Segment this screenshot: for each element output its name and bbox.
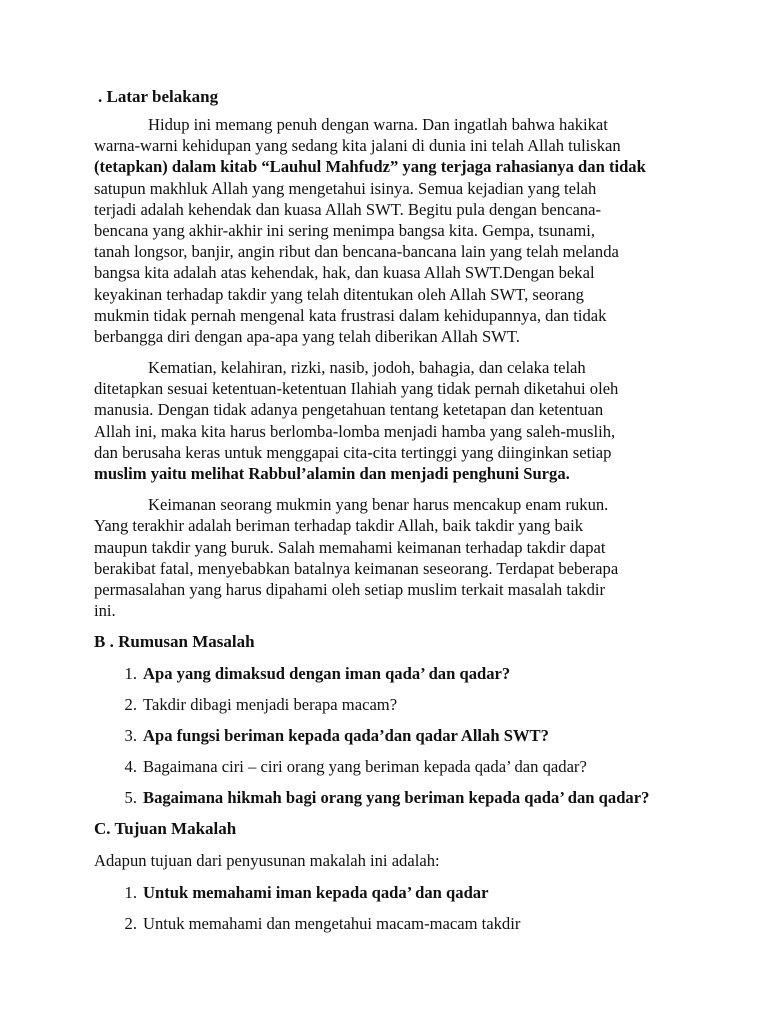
list-text: Apa yang dimaksud dengan iman qada’ dan qadar?: [143, 664, 511, 684]
text-line: bencana yang akhir-akhir ini sering menimpa bangsa kita. Gempa, tsunami,: [94, 220, 596, 240]
list-item: [111, 756, 674, 777]
text-line: berbangga diri dengan apa-apa yang telah diberikan Allah SWT.: [94, 326, 520, 346]
list-number: 2.: [124, 913, 137, 933]
text-line: ditetapkan sesuai ketentuan-ketentuan Ilahiah yang tidak pernah diketahui oleh: [94, 379, 619, 399]
text-line: bangsa kita adalah atas kehendak, hak, dan kuasa Allah SWT.Dengan bekal: [94, 263, 595, 283]
heading-latar-belakang: . Latar belakang: [98, 87, 219, 106]
list-item: [111, 787, 674, 808]
text-line: ini.: [94, 601, 116, 621]
text-line: Hidup ini memang penuh dengan warna. Dan ingatlah bahwa hakikat: [148, 115, 608, 134]
list-item: [111, 882, 674, 903]
list-number: 5.: [124, 788, 137, 808]
heading-rumusan-masalah: B . Rumusan Masalah: [94, 632, 255, 652]
text-line: manusia. Dengan tidak adanya pengetahuan tentang ketetapan dan ketentuan: [94, 400, 604, 420]
list-number: 4.: [124, 757, 137, 777]
document-body: [94, 86, 674, 934]
tujuan-list: [94, 882, 674, 934]
text-line: tanah longsor, banjir, angin ribut dan bencana-bancana lain yang telah melanda: [94, 242, 619, 262]
paragraph-3: [94, 494, 674, 621]
list-item: [111, 694, 674, 715]
list-number: 1.: [124, 664, 137, 684]
text-line: warna-warni kehidupan yang sedang kita jalani di dunia ini telah Allah tuliskan: [94, 136, 621, 156]
list-text: Bagaimana hikmah bagi orang yang beriman kepada qada’ dan qadar?: [143, 788, 650, 808]
text-line: maupun takdir yang buruk. Salah memahami keimanan terhadap takdir dapat: [94, 537, 606, 557]
text-line: satupun makhluk Allah yang mengetahui isinya. Semua kejadian yang telah: [94, 178, 597, 198]
list-item: [111, 913, 674, 934]
text-line: Allah ini, maka kita harus berlomba-lomba menjadi hamba yang saleh-muslih,: [94, 421, 616, 441]
list-text: Untuk memahami dan mengetahui macam-macam takdir: [143, 913, 521, 933]
list-number: 1.: [124, 882, 137, 902]
text-line: keyakinan terhadap takdir yang telah ditentukan oleh Allah SWT, seorang: [94, 284, 584, 304]
list-text: Takdir dibagi menjadi berapa macam?: [143, 695, 398, 715]
text-line: terjadi adalah kehendak dan kuasa Allah SWT. Begitu pula dengan bencana-: [94, 199, 601, 219]
paragraph-1: [94, 114, 674, 347]
text-line: dan berusaha keras untuk menggapai cita-cita tertinggi yang diinginkan setiap: [94, 442, 612, 462]
text-line: permasalahan yang harus dipahami oleh setiap muslim terkait masalah takdir: [94, 579, 606, 599]
paragraph-2: [94, 357, 674, 484]
list-number: 2.: [124, 695, 137, 715]
text-line: berakibat fatal, menyebabkan batalnya keimanan seseorang. Terdapat beberapa: [94, 558, 619, 578]
list-text: Apa fungsi beriman kepada qada’dan qadar Allah SWT?: [143, 726, 549, 746]
list-text: Bagaimana ciri – ciri orang yang beriman kepada qada’ dan qadar?: [143, 757, 587, 777]
list-item: [111, 725, 674, 746]
list-number: 3.: [124, 726, 137, 746]
rumusan-list: [94, 663, 674, 808]
tujuan-intro: Adapun tujuan dari penyusunan makalah ini adalah:: [94, 851, 440, 871]
text-line: Keimanan seorang mukmin yang benar harus mencakup enam rukun.: [148, 495, 609, 515]
list-text: Untuk memahami iman kepada qada’ dan qadar: [143, 882, 489, 902]
text-line: (tetapkan) dalam kitab “Lauhul Mahfudz” yang terjaga rahasianya dan tidak: [94, 157, 646, 177]
list-item: [111, 663, 674, 684]
text-line: mukmin tidak pernah mengenal kata frustrasi dalam kehidupannya, dan tidak: [94, 305, 607, 325]
text-line: Yang terakhir adalah beriman terhadap takdir Allah, baik takdir yang baik: [94, 516, 584, 536]
text-line: muslim yaitu melihat Rabbul’alamin dan menjadi penghuni Surga.: [94, 464, 570, 483]
text-line: Kematian, kelahiran, rizki, nasib, jodoh, bahagia, dan celaka telah: [148, 358, 586, 378]
heading-tujuan-makalah: C. Tujuan Makalah: [94, 819, 237, 839]
